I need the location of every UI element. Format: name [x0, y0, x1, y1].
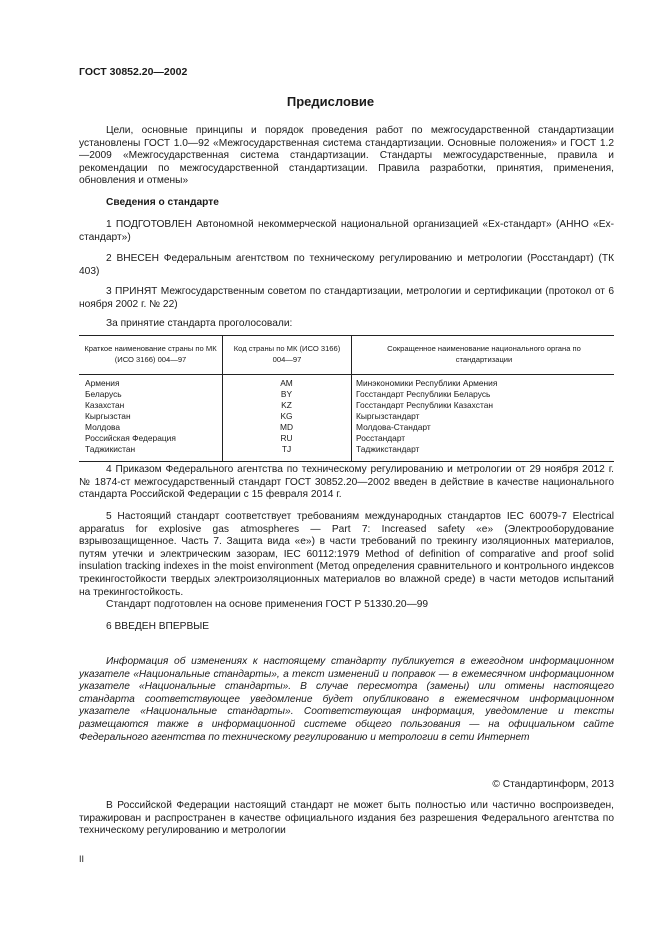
intro-paragraph: Цели, основные принципы и порядок проведения работ по межгосударственной стандартизации установлены ГОСТ 1.0—92 «Межгосударственная система стандартизации. Основные положения» и ГОСТ 1.2—2009 «Межгосударственная система стандартизации. Стандарты межгосударственные, правила и рекомендации по межгосударственной стандартизации. Правила разработки, принятия, применения, обновления и отмены»	[79, 125, 614, 187]
item-5: 5 Настоящий стандарт соответствует требованиям международных стандартов IEC 60079-7 Electrical apparatus for explosive gas atmospheres — Part 7: Increased safety «e» (Электрооборудование взрывозащищенное. Часть 7. Защита вида «е») в части требований по трекингу изоляционных материалов, путям утечки и электрическим зазорам, IEC 60112:1979 Method of definition of comparative and proof solid insulation tracking indexes in the moist environment (Метод определения сравнительного и контрольного индексов трекингостойкости твердых электроизоляционных материалов во влажной среде) в части методов испытаний на трекингостойкость.	[79, 511, 614, 598]
vote-intro: За принятие стандарта проголосовали:	[106, 318, 293, 329]
header-code: Код страны по МК (ИСО 3166) 004—97	[233, 344, 341, 364]
country-cell: Казахстан	[85, 400, 125, 410]
org-cell: Росстандарт	[356, 433, 406, 443]
code-cell: RU	[280, 433, 293, 443]
page-title: Предисловие	[286, 94, 375, 109]
country-column	[85, 378, 220, 455]
item-5-basis: Стандарт подготовлен на основе применения ГОСТ Р 51330.20—99	[106, 599, 429, 610]
code-cell: TJ	[281, 444, 292, 454]
country-cell: Армения	[85, 378, 120, 388]
country-cell: Беларусь	[85, 389, 122, 399]
org-cell: Кыргызстандарт	[356, 411, 420, 421]
code-cell: KZ	[281, 400, 292, 410]
voting-table	[79, 335, 614, 462]
item-3: 3 ПРИНЯТ Межгосударственным советом по стандартизации, метрологии и сертификации (протокол от 6 ноября 2002 г. № 22)	[79, 286, 614, 310]
country-cell: Молдова	[85, 422, 120, 432]
header-country: Краткое наименование страны по МК (ИСО 3166) 004—97	[84, 344, 217, 364]
country-cell: Кыргызстан	[85, 411, 131, 421]
item-6: 6 ВВЕДЕН ВПЕРВЫЕ	[106, 621, 210, 632]
item-1: 1 ПОДГОТОВЛЕН Автономной некоммерческой национальной организацией «Ех-стандарт» (АННО «Ех-стандарт»)	[79, 219, 614, 243]
code-column	[224, 378, 349, 455]
org-cell: Госстандарт Республики Казахстан	[356, 400, 493, 410]
org-cell: Таджикстандарт	[356, 444, 420, 454]
country-cell: Российская Федерация	[85, 433, 176, 443]
section-heading: Сведения о стандарте	[106, 197, 219, 208]
page-number: II	[79, 854, 85, 864]
org-cell: Молдова-Стандарт	[356, 422, 431, 432]
country-cell: Таджикистан	[85, 444, 136, 454]
item-4: 4 Приказом Федерального агентства по техническому регулированию и метрологии от 29 ноября 2012 г. № 1874-ст межгосударственный стандарт ГОСТ 30852.20—2002 введен в действие в качестве национального стандарта Российской Федерации с 15 февраля 2014 г.	[79, 464, 614, 501]
code-cell: MD	[279, 422, 294, 432]
org-cell: Минэкономики Республики Армения	[356, 378, 498, 388]
amendments-notice: Информация об изменениях к настоящему стандарту публикуется в ежегодном информационном указателе «Национальные стандарты», а текст изменений и поправок — в ежемесячном информационном указателе «Национальные стандарты». В случае пересмотра (замены) или отмены настоящего стандарта соответствующее уведомление будет опубликовано в ежемесячном информационном указателе «Национальные стандарты». Соответствующая информация, уведомление и тексты размещаются также в информационной системе общего пользования — на официальном сайте Федерального агентства по техническому регулированию и метрологии в сети Интернет	[79, 656, 614, 743]
org-cell: Госстандарт Республики Беларусь	[356, 389, 491, 399]
standard-id: ГОСТ 30852.20—2002	[79, 66, 188, 78]
copyright: © Стандартинформ, 2013	[492, 779, 614, 790]
code-cell: AM	[280, 378, 293, 388]
code-cell: KG	[280, 411, 293, 421]
code-cell: BY	[280, 389, 293, 399]
rights-notice: В Российской Федерации настоящий стандарт не может быть полностью или частично воспроизведен, тиражирован и распространен в качестве официального издания без разрешения Федерального агентства по техническому регулированию и метрологии	[79, 800, 614, 837]
item-2: 2 ВНЕСЕН Федеральным агентством по техническому регулированию и метрологии (Росстандарт) (ТК 403)	[79, 253, 614, 277]
header-org: Сокращенное наименование национального органа по стандартизации	[387, 344, 581, 364]
org-column	[356, 378, 611, 455]
